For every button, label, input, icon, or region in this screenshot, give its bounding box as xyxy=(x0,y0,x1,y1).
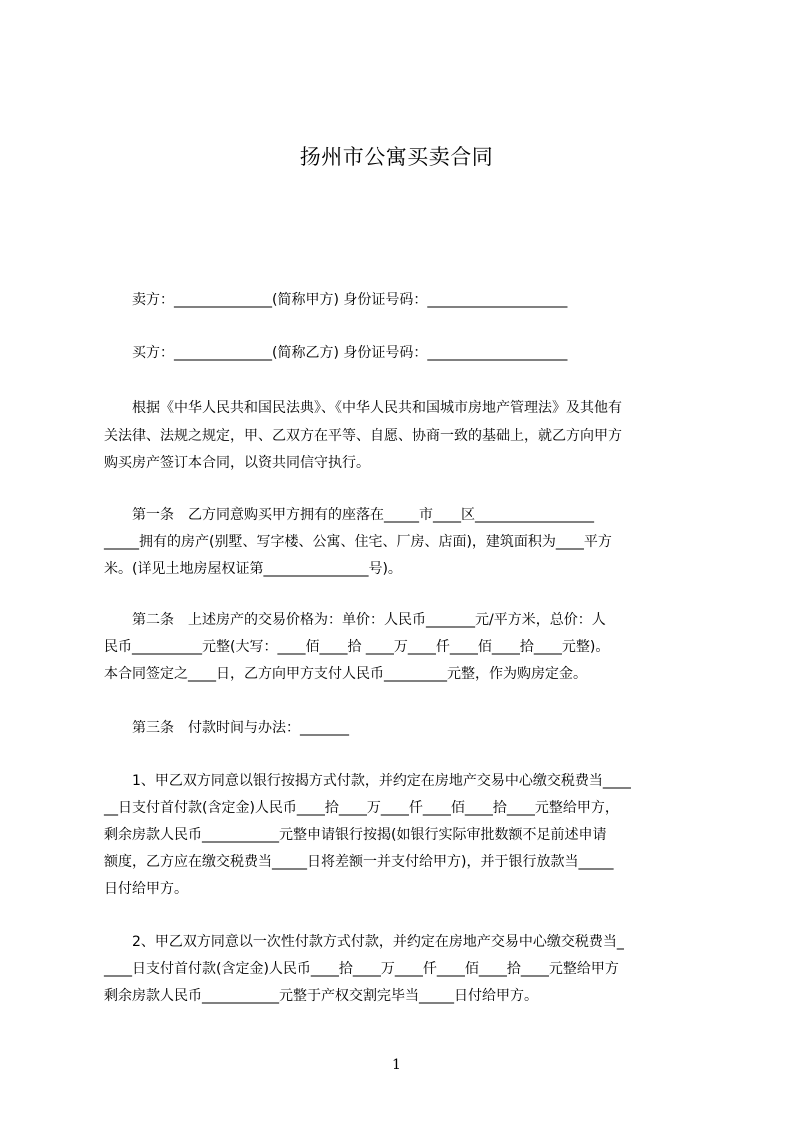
clause-2-line: 剩余房款人民币___________元整于产权交割完毕当_____日付给甲方。 xyxy=(104,988,538,1004)
clause-1-line: 额度，乙方应在缴交税费当_____日将差额一并支付给甲方)，并于银行放款当_____ xyxy=(104,854,614,870)
article-3-heading: 第三条 付款时间与办法：_______ xyxy=(104,720,349,736)
article-2-line: 第二条 上述房产的交易价格为：单价：人民币_______元/平方米，总价：人 xyxy=(104,612,606,628)
article-2-line: 本合同签定之____日，乙方向甲方支付人民币_________元整，作为购房定金。 xyxy=(104,666,587,682)
clause-2-line: 2、甲乙双方同意以一次性付款方式付款，并约定在房地产交易中心缴交税费当_ xyxy=(104,934,624,950)
preamble-line: 根据《中华人民共和国民法典》、《中华人民共和国城市房地产管理法》及其他有 xyxy=(104,400,622,416)
article-2-line: 民币__________元整(大写：____佰____拾 ____万____仟____佰____拾____元整)。 xyxy=(104,639,610,655)
document-title: 扬州市公寓买卖合同 xyxy=(299,145,494,169)
preamble-line: 关法律、法规之规定，甲、乙双方在平等、自愿、协商一致的基础上，就乙方向甲方 xyxy=(104,428,622,444)
page-number: 1 xyxy=(392,1057,401,1073)
buyer-line: 买方：______________(简称乙方) 身份证号码：____________________ xyxy=(104,345,568,361)
clause-1-line: __日支付首付款(含定金)人民币____拾____万____仟____佰____拾____元整给甲方， xyxy=(104,800,619,816)
article-1-line: 第一条 乙方同意购买甲方拥有的座落在_____市____区_________________ xyxy=(104,507,594,523)
clause-2-line: ____日支付首付款(含定金)人民币____拾____万____仟____佰____拾____元整给甲方 xyxy=(104,961,619,977)
clause-1-line: 日付给甲方。 xyxy=(104,881,188,897)
seller-line: 卖方：______________(简称甲方) 身份证号码：____________________ xyxy=(104,292,568,308)
clause-1-line: 1、甲乙双方同意以银行按揭方式付款，并约定在房地产交易中心缴交税费当____ xyxy=(104,773,631,789)
clause-1-line: 剩余房款人民币___________元整申请银行按揭(如银行实际审批数额不足前述申请 xyxy=(104,827,607,843)
article-1-line: 米。(详见土地房屋权证第_______________号)。 xyxy=(104,561,402,577)
preamble-line: 购买房产签订本合同，以资共同信守执行。 xyxy=(104,455,370,471)
article-1-line: _____拥有的房产(别墅、写字楼、公寓、住宅、厂房、店面)，建筑面积为____平方 xyxy=(104,534,612,550)
